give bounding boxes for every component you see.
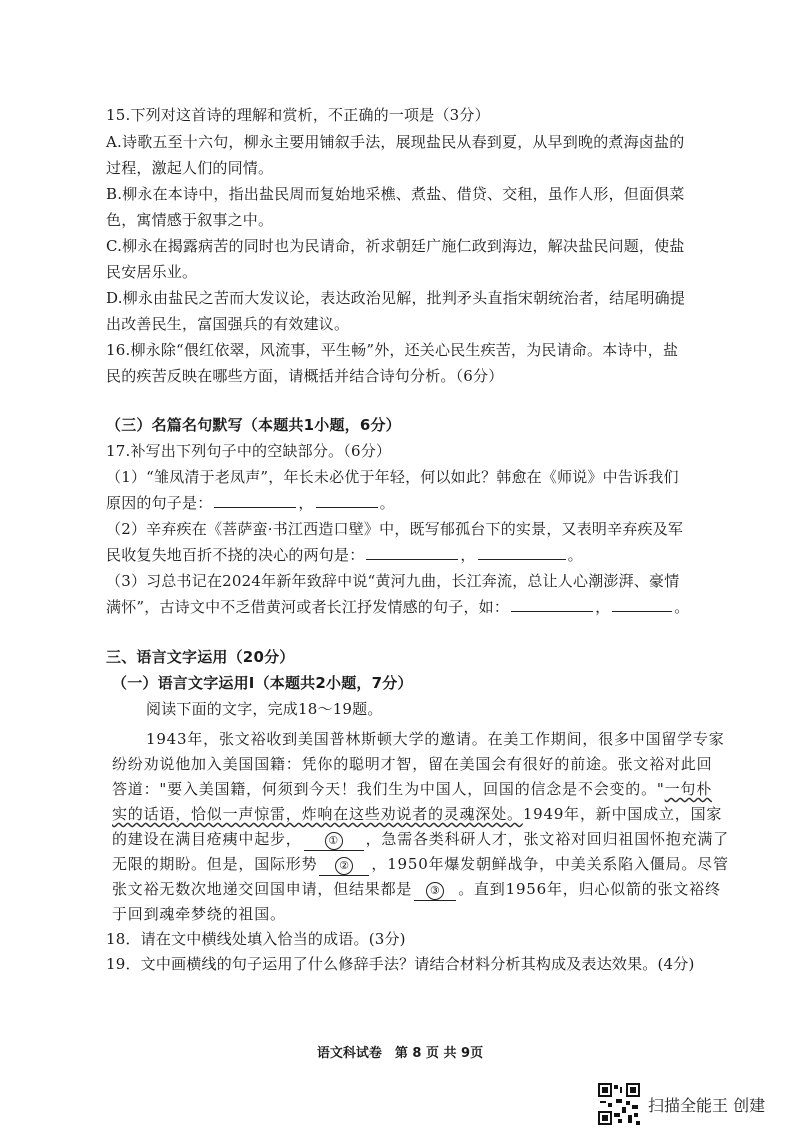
passage-line7 [112,878,721,901]
q15-option-d-line2: 出改善民生，富国强兵的有效建议。 [106,315,350,333]
q17-part1-line1: （1）“雏凤清于老凤声”，年长未必优于年轻，何以如此？韩愈在《师说》中告诉我们 [106,468,679,486]
passage-line6-text-b: ，1950年爆发朝鲜战争，中美关系陷入僵局。尽管 [371,855,729,873]
q17-period: 。 [674,598,690,616]
q15-stem: 15.下列对这首诗的理解和赏析，不正确的一项是（3分） [106,106,490,124]
part-3-subheading: （一）语言文字运用Ⅰ（本题共2小题，7分） [112,674,413,692]
q17-part1-line2 [106,492,395,514]
passage-line8: 于回到魂牵梦绕的祖国。 [112,905,286,923]
q16-line2: 民的疾苦反映在哪些方面，请概括并结合诗句分析。（6分） [106,367,504,385]
answer-blank[interactable] [511,597,593,612]
idiom-blank-2[interactable] [319,853,369,876]
q15-option-c-line2: 民安居乐业。 [106,263,198,281]
passage-line3-text: 答道："要入美国籍，何须到今天！我们生为中国人，回国的信念是不会变的。" [112,780,665,798]
q15-option-c-line1: C.柳永在揭露病苦的同时也为民请命，祈求朝廷广施仁政到海边，解决盐民问题，使盐 [106,237,685,255]
scanner-watermark: 扫描全能王 创建 [648,1096,766,1115]
answer-blank[interactable] [612,597,672,612]
q17-comma: ， [460,546,476,564]
q15-option-b-line1: B.柳永在本诗中，指出盐民周而复始地采樵、煮盐、借贷、交租，虽作人形，但面俱菜 [106,185,685,203]
passage-line4-text: 1949年，新中国成立，国家 [522,805,723,823]
passage-line7-text-b: 。直到1956年，归心似箭的张文裕终 [458,880,721,898]
blank-marker-1: ① [325,832,343,850]
q17-part1-prefix: 原因的句子是： [106,494,213,512]
section-3-heading: （三）名篇名句默写（本题共1小题，6分） [106,416,401,434]
q17-comma: ， [595,598,611,616]
passage-line6 [112,853,729,876]
answer-blank[interactable] [366,545,458,560]
passage-line5 [112,828,729,851]
part-3-heading: 三、语言文字运用（20分） [106,648,295,666]
answer-blank[interactable] [316,493,378,508]
passage-line3 [112,778,712,800]
underlined-sentence-part1: 一句朴 [664,780,713,798]
passage-line7-text-a: 张文裕无数次地递交回国申请，但结果都是 [112,880,413,898]
passage-line2: 纷纷劝说他加入美国国籍：凭你的聪明才智，留在美国会有很好的前途。张文裕对此回 [112,755,713,773]
qr-code-icon [598,1083,640,1125]
q17-part2-prefix: 民收复失地百折不挠的决心的两句是： [106,546,365,564]
q17-period: 。 [379,494,395,512]
passage-line4 [112,803,722,825]
q16-line1: 16.柳永除“偎红依翠，风流事，平生畅”外，还关心民生疾苦，为民请命。本诗中，盐 [106,341,679,359]
q19-text: 19．文中画横线的句子运用了什么修辞手法？请结合材料分析其构成及表达效果。(4分) [106,955,695,973]
q17-stem: 17.补写出下列句子中的空缺部分。（6分） [106,442,392,460]
q17-part3-line2 [106,596,689,618]
q17-part2-line1: （2）辛弃疾在《菩萨蛮·书江西造口壁》中，既写郁孤台下的实景，又表明辛弃疾及军 [106,520,684,538]
answer-blank[interactable] [214,493,296,508]
page-footer: 语文科试卷 第 8 页 共 9页 [316,1046,484,1061]
q18-text: 18．请在文中横线处填入恰当的成语。(3分) [106,930,406,948]
underlined-sentence-part2: 实的话语，恰似一声惊雷，炸响在这些劝说者的灵魂深处。 [112,805,523,823]
passage-line5-text-b: ，急需各类科研人才，张文裕对回归祖国怀抱充满了 [365,830,730,848]
q17-part2-line2 [106,544,583,566]
blank-marker-2: ② [335,857,353,875]
q17-part3-line1: （3）习总书记在2024年新年致辞中说“黄河九曲，长江奔流，总让人心潮澎湃、豪情 [106,572,680,590]
q17-period: 。 [567,546,583,564]
q15-option-b-line2: 色，寓情感于叙事之中。 [106,211,274,229]
reading-instruction: 阅读下面的文字，完成18～19题。 [146,700,383,718]
q17-part3-prefix: 满怀”，古诗文中不乏借黄河或者长江抒发情感的句子，如： [106,598,510,616]
passage-line1: 1943年，张文裕收到美国普林斯顿大学的邀请。在美工作期间，很多中国留学专家 [146,730,725,748]
idiom-blank-3[interactable] [414,878,456,901]
passage-line6-text-a: 无限的期盼。但是，国际形势 [112,855,318,873]
idiom-blank-1[interactable] [304,828,364,851]
q15-option-d-line1: D.柳永由盐民之苦而大发议论，表达政治见解，批判矛头直指宋朝统治者，结尾明确提 [106,289,686,307]
blank-marker-3: ③ [426,882,444,900]
passage-line5-text-a: 的建设在满目疮痍中起步， [112,830,302,848]
q15-option-a-line1: A.诗歌五至十六句，柳永主要用铺叙手法，展现盐民从春到夏，从早到晚的煮海卤盐的 [106,133,685,151]
q15-option-a-line2: 过程，激起人们的同情。 [106,159,274,177]
answer-blank[interactable] [478,545,566,560]
q17-comma: ， [298,494,314,512]
